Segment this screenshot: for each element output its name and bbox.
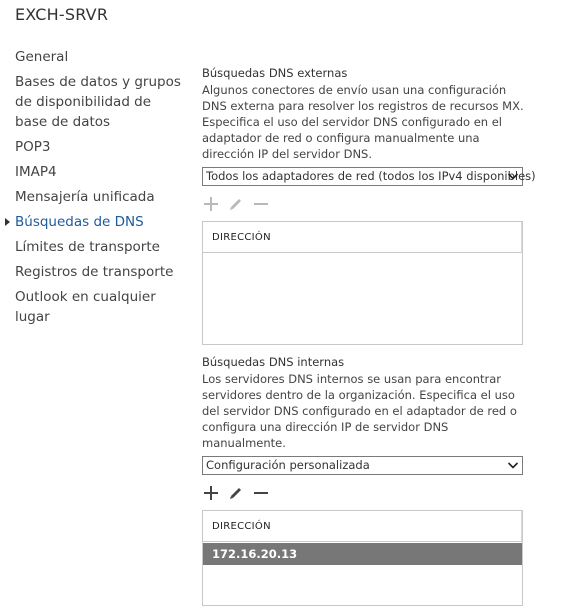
internal-adapter-value: Configuración personalizada	[206, 458, 370, 472]
chevron-down-icon	[507, 171, 519, 182]
sidebar-item-label: Búsquedas de DNS	[15, 214, 144, 230]
sidebar-item-label: Registros de transporte	[15, 264, 174, 280]
sidebar-item-label: Bases de datos y grupos de disponibilidad de base de datos	[15, 74, 181, 130]
internal-adapter-select[interactable]	[202, 456, 523, 475]
external-address-list	[202, 221, 523, 345]
internal-dns-title: Búsquedas DNS internas	[202, 355, 345, 369]
internal-address-list	[202, 510, 523, 606]
external-toolbar	[202, 192, 524, 216]
external-address-column-header[interactable]	[203, 222, 522, 253]
external-remove-button[interactable]	[252, 195, 270, 213]
sidebar-item-databases[interactable]	[15, 72, 185, 132]
external-edit-button[interactable]	[227, 195, 245, 213]
external-dns-description: Algunos conectores de envío usan una configuración DNS externa para resolver los registros de recursos MX. Especifica el uso del servidor DNS configurado en el adaptador de red o configura manualmente una dirección IP del servidor DNS.	[202, 83, 524, 161]
sidebar-item-label: IMAP4	[15, 164, 57, 180]
internal-address-column-header[interactable]	[203, 511, 522, 542]
minus-icon	[253, 485, 269, 501]
sidebar-item-label: Mensajería unificada	[15, 189, 155, 205]
chevron-down-icon	[507, 460, 519, 471]
plus-icon	[203, 485, 219, 501]
plus-icon	[203, 196, 219, 212]
minus-icon	[253, 196, 269, 212]
sidebar-item-general[interactable]	[15, 47, 185, 67]
external-adapter-select[interactable]	[202, 167, 536, 186]
column-separator	[521, 511, 522, 542]
table-row[interactable]	[203, 543, 522, 565]
external-dns-section	[202, 66, 536, 345]
sidebar-item-unified-messaging[interactable]	[15, 187, 185, 207]
external-adapter-value: Todos los adaptadores de red (todos los IPv4 disponibles)	[206, 169, 536, 183]
arrow-right-icon	[5, 218, 10, 226]
page-title: EXCH-SRVR	[15, 5, 109, 24]
sidebar-nav	[15, 47, 185, 332]
internal-remove-button[interactable]	[252, 484, 270, 502]
sidebar-item-transport-limits[interactable]	[15, 237, 185, 257]
internal-edit-button[interactable]	[227, 484, 245, 502]
external-dns-title: Búsquedas DNS externas	[202, 66, 348, 80]
internal-dns-section	[202, 355, 524, 606]
sidebar-item-label: Límites de transporte	[15, 239, 160, 255]
sidebar-item-dns-lookups[interactable]	[15, 212, 185, 232]
sidebar-item-label: General	[15, 49, 69, 65]
column-header-label: DIRECCIÓN	[212, 232, 271, 243]
external-add-button[interactable]	[202, 195, 220, 213]
address-cell: 172.16.20.13	[212, 547, 298, 561]
sidebar-item-outlook-anywhere[interactable]	[15, 287, 185, 327]
sidebar-item-imap4[interactable]	[15, 162, 185, 182]
internal-dns-description: Los servidores DNS internos se usan para encontrar servidores dentro de la organización. Especifica el uso del servidor DNS configurado en el adaptador de red o configura una dirección IP de servidor DNS manualmente.	[202, 372, 517, 450]
sidebar-item-label: POP3	[15, 139, 51, 155]
sidebar-item-transport-logs[interactable]	[15, 262, 185, 282]
column-header-label: DIRECCIÓN	[212, 521, 271, 532]
pencil-icon	[228, 485, 244, 501]
sidebar-item-pop3[interactable]	[15, 137, 185, 157]
sidebar-item-label: Outlook en cualquier lugar	[15, 289, 156, 325]
column-separator	[521, 222, 522, 253]
internal-toolbar	[202, 481, 524, 505]
pencil-icon	[228, 196, 244, 212]
internal-add-button[interactable]	[202, 484, 220, 502]
